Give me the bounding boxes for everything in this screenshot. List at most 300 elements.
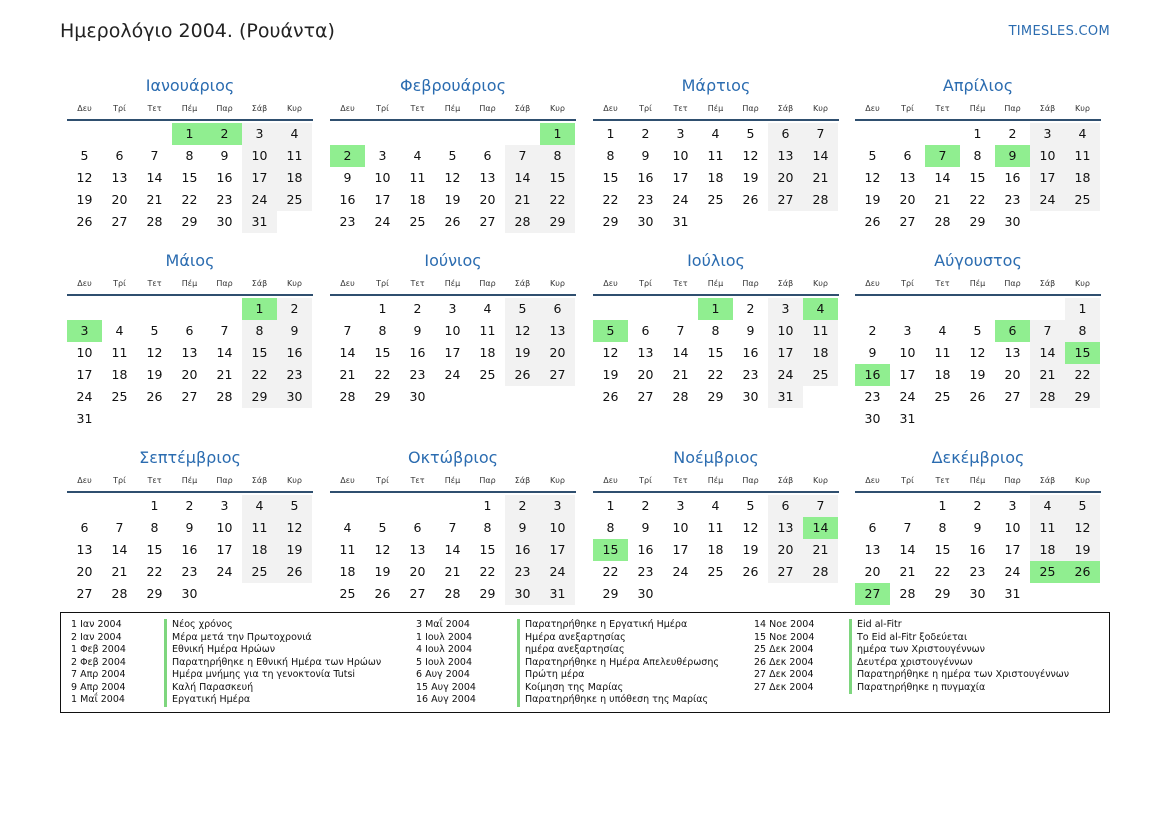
day-cell: 25: [409, 214, 426, 229]
day-cell: 23: [505, 561, 540, 583]
day-cell: 24: [76, 389, 93, 404]
day-cell: 23: [216, 192, 233, 207]
empty-cell: [593, 298, 628, 320]
page-title: Ημερολόγιο 2004. (Ρουάντα): [60, 20, 335, 42]
day-cell: 24: [540, 561, 575, 583]
day-cell: 16: [1004, 170, 1021, 185]
weekday-label: Τετ: [410, 104, 425, 113]
day-cell: 27: [111, 214, 128, 229]
day-cell: 13: [768, 517, 803, 539]
weekday-label: Σάβ: [777, 476, 794, 485]
weekday-label: Πέμ: [707, 104, 724, 113]
day-cell: 28: [899, 586, 916, 601]
day-cell: 2: [973, 498, 982, 513]
day-cell: 17: [1030, 167, 1065, 189]
month-name: Αύγουστος: [934, 251, 1022, 270]
weekday-label: Τρί: [376, 476, 389, 485]
day-cell: 7: [903, 520, 912, 535]
legend-date: 5 Ιουλ 2004: [416, 656, 472, 668]
day-cell: 23: [339, 214, 356, 229]
day-cell: 16: [637, 542, 654, 557]
day-cell: 23: [864, 389, 881, 404]
day-cell: 25: [339, 586, 356, 601]
day-cell: 13: [899, 170, 916, 185]
day-cell: 15: [934, 542, 951, 557]
day-cell: 19: [444, 192, 461, 207]
day-cell: 14: [339, 345, 356, 360]
weekday-header: [67, 274, 313, 296]
day-cell: 3: [676, 498, 685, 513]
day-cell: 2: [185, 498, 194, 513]
day-cell: 30: [409, 389, 426, 404]
legend-holiday-name: Κοίμηση της Μαρίας: [517, 682, 623, 695]
holiday-day-cell: 15: [593, 539, 628, 561]
day-cell: 3: [220, 498, 229, 513]
day-cell: 17: [768, 342, 803, 364]
empty-cell: [137, 298, 172, 320]
day-cell: 16: [181, 542, 198, 557]
day-cell: 20: [899, 192, 916, 207]
day-cell: 19: [76, 192, 93, 207]
empty-cell: [435, 495, 470, 517]
day-cell: 30: [742, 389, 759, 404]
legend-holiday-name: Παρατηρήθηκε η πυγμαχία: [849, 682, 985, 695]
legend-date: 7 Απρ 2004: [71, 669, 126, 680]
weekday-label: Παρ: [742, 279, 759, 288]
day-cell: 20: [479, 192, 496, 207]
day-grid: [330, 298, 576, 408]
day-cell: 17: [672, 170, 689, 185]
weekday-label: Τρί: [113, 104, 126, 113]
day-cell: 11: [277, 145, 312, 167]
weekday-label: Τρί: [376, 279, 389, 288]
weekday-label: Δευ: [865, 104, 880, 113]
day-cell: 23: [969, 564, 986, 579]
day-cell: 1: [606, 498, 615, 513]
day-cell: 4: [1065, 123, 1100, 145]
day-cell: 4: [277, 123, 312, 145]
day-cell: 29: [1065, 386, 1100, 408]
day-cell: 7: [676, 323, 685, 338]
empty-cell: [330, 495, 365, 517]
empty-cell: [400, 495, 435, 517]
day-cell: 29: [969, 214, 986, 229]
day-cell: 27: [76, 586, 93, 601]
holiday-day-cell: 2: [330, 145, 365, 167]
day-cell: 9: [343, 170, 352, 185]
day-cell: 10: [672, 520, 689, 535]
day-cell: 22: [602, 192, 619, 207]
day-cell: 14: [803, 145, 838, 167]
holiday-day-cell: 6: [995, 320, 1030, 342]
day-cell: 8: [185, 148, 194, 163]
day-cell: 24: [1030, 189, 1065, 211]
day-grid: [330, 495, 576, 605]
legend-holiday-name: Εθνική Ημέρα Ηρώων: [164, 644, 275, 657]
weekday-label: Σάβ: [1039, 476, 1056, 485]
day-cell: 12: [602, 345, 619, 360]
weekday-label: Τρί: [639, 279, 652, 288]
day-cell: 5: [746, 126, 755, 141]
day-cell: 30: [637, 586, 654, 601]
weekday-label: Σάβ: [1039, 104, 1056, 113]
day-cell: 26: [969, 389, 986, 404]
day-cell: 18: [934, 367, 951, 382]
day-cell: 25: [803, 364, 838, 386]
legend-row: [61, 619, 1101, 632]
day-cell: 24: [242, 189, 277, 211]
day-cell: 11: [803, 320, 838, 342]
day-cell: 19: [277, 539, 312, 561]
day-cell: 21: [803, 539, 838, 561]
day-cell: 4: [343, 520, 352, 535]
day-cell: 13: [637, 345, 654, 360]
day-cell: 6: [768, 495, 803, 517]
legend-holiday-name: Παρατηρήθηκε η Εργατική Ημέρα: [517, 619, 687, 632]
weekday-label: Πέμ: [181, 476, 198, 485]
weekday-label: Παρ: [479, 476, 496, 485]
day-cell: 28: [672, 389, 689, 404]
day-cell: 14: [672, 345, 689, 360]
day-cell: 6: [185, 323, 194, 338]
weekday-label: Τρί: [376, 104, 389, 113]
weekday-header: [330, 99, 576, 121]
day-cell: 23: [277, 364, 312, 386]
month-calendar: [330, 445, 576, 605]
weekday-header: [593, 274, 839, 296]
holiday-day-cell: 3: [67, 320, 102, 342]
day-cell: 29: [540, 211, 575, 233]
day-cell: 2: [413, 301, 422, 316]
day-cell: 17: [672, 542, 689, 557]
weekday-label: Πέμ: [444, 104, 461, 113]
month-name: Δεκέμβριος: [931, 448, 1025, 467]
day-cell: 22: [146, 564, 163, 579]
day-cell: 15: [242, 342, 277, 364]
day-cell: 31: [899, 411, 916, 426]
day-cell: 21: [505, 189, 540, 211]
day-cell: 8: [242, 320, 277, 342]
legend-holiday-name: Ημέρα μνήμης για τη γενοκτονία Tutsi: [164, 669, 355, 682]
day-cell: 5: [868, 148, 877, 163]
legend-date: 1 Μαΐ 2004: [71, 694, 125, 705]
day-cell: 20: [1004, 367, 1021, 382]
day-cell: 14: [934, 170, 951, 185]
day-cell: 21: [111, 564, 128, 579]
day-cell: 5: [973, 323, 982, 338]
day-cell: 17: [374, 192, 391, 207]
legend-holiday-name: Ημέρα ανεξαρτησίας: [517, 632, 626, 645]
empty-cell: [890, 298, 925, 320]
empty-cell: [67, 123, 102, 145]
day-cell: 11: [1030, 517, 1065, 539]
day-cell: 31: [242, 211, 277, 233]
empty-cell: [137, 123, 172, 145]
day-cell: 23: [181, 564, 198, 579]
day-cell: 22: [969, 192, 986, 207]
weekday-label: Δευ: [77, 476, 92, 485]
weekday-label: Τρί: [113, 476, 126, 485]
day-cell: 22: [602, 564, 619, 579]
day-cell: 18: [803, 342, 838, 364]
day-cell: 9: [505, 517, 540, 539]
day-cell: 20: [181, 367, 198, 382]
day-cell: 12: [742, 520, 759, 535]
day-cell: 4: [413, 148, 422, 163]
day-cell: 31: [768, 386, 803, 408]
month-name: Μάιος: [165, 251, 215, 270]
day-cell: 19: [742, 542, 759, 557]
empty-cell: [855, 495, 890, 517]
holiday-legend: [60, 612, 1110, 713]
day-cell: 21: [934, 192, 951, 207]
day-cell: 16: [216, 170, 233, 185]
day-cell: 16: [339, 192, 356, 207]
day-cell: 29: [934, 586, 951, 601]
empty-cell: [207, 298, 242, 320]
day-cell: 3: [676, 126, 685, 141]
weekday-label: Σάβ: [514, 279, 531, 288]
day-cell: 15: [181, 170, 198, 185]
legend-date: 16 Αυγ 2004: [416, 694, 476, 705]
day-cell: 29: [374, 389, 391, 404]
empty-cell: [330, 123, 365, 145]
weekday-label: Παρ: [216, 104, 233, 113]
legend-date: 2 Φεβ 2004: [71, 656, 126, 668]
day-cell: 6: [868, 520, 877, 535]
day-cell: 24: [374, 214, 391, 229]
day-cell: 7: [448, 520, 457, 535]
month-calendar: [67, 248, 313, 430]
empty-cell: [365, 123, 400, 145]
weekday-label: Παρ: [742, 476, 759, 485]
day-cell: 24: [672, 564, 689, 579]
site-link[interactable]: TIMESLES.COM: [1008, 24, 1110, 39]
day-cell: 6: [413, 520, 422, 535]
holiday-day-cell: 7: [925, 145, 960, 167]
day-cell: 16: [505, 539, 540, 561]
legend-date: 14 Νοε 2004: [754, 619, 815, 630]
weekday-label: Κυρ: [550, 279, 565, 288]
day-cell: 4: [242, 495, 277, 517]
month-name: Μάρτιος: [681, 76, 751, 95]
day-cell: 30: [181, 586, 198, 601]
weekday-label: Πέμ: [707, 476, 724, 485]
weekday-label: Παρ: [479, 279, 496, 288]
weekday-label: Τρί: [901, 476, 914, 485]
day-cell: 19: [146, 367, 163, 382]
day-cell: 13: [111, 170, 128, 185]
day-cell: 10: [672, 148, 689, 163]
day-cell: 10: [444, 323, 461, 338]
weekday-label: Παρ: [216, 476, 233, 485]
legend-date: 1 Ιουλ 2004: [416, 631, 472, 643]
day-cell: 11: [707, 520, 724, 535]
holiday-day-cell: 5: [593, 320, 628, 342]
day-cell: 11: [111, 345, 128, 360]
day-cell: 25: [1065, 189, 1100, 211]
day-grid: [67, 495, 313, 605]
day-cell: 20: [76, 564, 93, 579]
weekday-label: Τετ: [147, 104, 162, 113]
weekday-label: Παρ: [1004, 476, 1021, 485]
day-cell: 7: [115, 520, 124, 535]
day-cell: 13: [479, 170, 496, 185]
day-cell: 24: [444, 367, 461, 382]
month-calendar: [855, 73, 1101, 233]
day-cell: 6: [768, 123, 803, 145]
day-cell: 5: [277, 495, 312, 517]
holiday-day-cell: 1: [698, 298, 733, 320]
day-cell: 22: [242, 364, 277, 386]
month-calendar: [855, 248, 1101, 430]
day-cell: 3: [1030, 123, 1065, 145]
day-cell: 16: [409, 345, 426, 360]
weekday-label: Σάβ: [514, 476, 531, 485]
empty-cell: [890, 123, 925, 145]
day-cell: 21: [339, 367, 356, 382]
weekday-label: Πέμ: [969, 476, 986, 485]
day-cell: 8: [1065, 320, 1100, 342]
day-cell: 31: [540, 583, 575, 605]
day-cell: 30: [637, 214, 654, 229]
day-cell: 21: [899, 564, 916, 579]
day-cell: 7: [803, 123, 838, 145]
weekday-label: Κυρ: [1075, 476, 1090, 485]
day-cell: 27: [540, 364, 575, 386]
weekday-label: Τετ: [935, 476, 950, 485]
day-cell: 29: [146, 586, 163, 601]
day-cell: 15: [969, 170, 986, 185]
weekday-label: Δευ: [340, 104, 355, 113]
day-cell: 15: [540, 167, 575, 189]
day-cell: 24: [899, 389, 916, 404]
day-cell: 2: [746, 301, 755, 316]
day-cell: 4: [711, 498, 720, 513]
day-cell: 21: [803, 167, 838, 189]
day-cell: 17: [540, 539, 575, 561]
day-cell: 22: [181, 192, 198, 207]
day-cell: 14: [1030, 342, 1065, 364]
day-cell: 8: [938, 520, 947, 535]
day-cell: 12: [969, 345, 986, 360]
day-cell: 15: [374, 345, 391, 360]
legend-holiday-name: Νέος χρόνος: [164, 619, 233, 632]
day-cell: 6: [540, 298, 575, 320]
day-cell: 5: [448, 148, 457, 163]
day-cell: 26: [76, 214, 93, 229]
day-cell: 8: [606, 148, 615, 163]
day-cell: 22: [374, 367, 391, 382]
holiday-day-cell: 2: [207, 123, 242, 145]
day-cell: 28: [505, 211, 540, 233]
day-cell: 18: [409, 192, 426, 207]
day-cell: 10: [76, 345, 93, 360]
day-cell: 18: [339, 564, 356, 579]
empty-cell: [855, 298, 890, 320]
day-cell: 19: [1065, 539, 1100, 561]
day-cell: 10: [374, 170, 391, 185]
day-cell: 29: [479, 586, 496, 601]
weekday-label: Σάβ: [251, 279, 268, 288]
empty-cell: [172, 298, 207, 320]
legend-date: 4 Ιουλ 2004: [416, 644, 472, 655]
day-cell: 24: [768, 364, 803, 386]
day-grid: [67, 298, 313, 430]
empty-cell: [960, 298, 995, 320]
day-cell: 23: [742, 367, 759, 382]
day-cell: 1: [1065, 298, 1100, 320]
day-cell: 27: [768, 189, 803, 211]
holiday-day-cell: 14: [803, 517, 838, 539]
day-cell: 19: [864, 192, 881, 207]
weekday-header: [855, 471, 1101, 493]
day-cell: 10: [899, 345, 916, 360]
day-cell: 15: [479, 542, 496, 557]
day-cell: 20: [409, 564, 426, 579]
day-cell: 1: [938, 498, 947, 513]
day-cell: 26: [444, 214, 461, 229]
day-cell: 23: [637, 564, 654, 579]
day-cell: 20: [111, 192, 128, 207]
day-cell: 3: [903, 323, 912, 338]
day-cell: 18: [707, 542, 724, 557]
day-cell: 6: [483, 148, 492, 163]
day-cell: 19: [602, 367, 619, 382]
day-cell: 7: [1030, 320, 1065, 342]
weekday-label: Σάβ: [251, 104, 268, 113]
empty-cell: [925, 123, 960, 145]
weekday-label: Κυρ: [813, 279, 828, 288]
weekday-header: [593, 471, 839, 493]
day-grid: [855, 298, 1101, 430]
day-cell: 21: [216, 367, 233, 382]
empty-cell: [435, 123, 470, 145]
day-cell: 22: [479, 564, 496, 579]
empty-cell: [67, 495, 102, 517]
legend-holiday-name: Μέρα μετά την Πρωτοχρονιά: [164, 632, 312, 645]
weekday-label: Τρί: [113, 279, 126, 288]
day-grid: [855, 123, 1101, 233]
weekday-label: Τρί: [901, 104, 914, 113]
weekday-label: Τετ: [147, 279, 162, 288]
day-cell: 14: [444, 542, 461, 557]
day-cell: 9: [641, 148, 650, 163]
day-cell: 30: [216, 214, 233, 229]
empty-cell: [505, 123, 540, 145]
day-cell: 12: [277, 517, 312, 539]
day-cell: 2: [505, 495, 540, 517]
day-cell: 9: [185, 520, 194, 535]
day-cell: 25: [707, 564, 724, 579]
weekday-label: Σάβ: [1039, 279, 1056, 288]
day-cell: 8: [378, 323, 387, 338]
day-cell: 18: [1030, 539, 1065, 561]
day-cell: 4: [711, 126, 720, 141]
weekday-label: Κυρ: [550, 104, 565, 113]
day-cell: 5: [378, 520, 387, 535]
day-cell: 2: [277, 298, 312, 320]
day-cell: 30: [864, 411, 881, 426]
day-cell: 16: [742, 345, 759, 360]
weekday-label: Τετ: [673, 279, 688, 288]
day-cell: 4: [483, 301, 492, 316]
day-cell: 1: [483, 498, 492, 513]
day-cell: 9: [413, 323, 422, 338]
legend-row: [61, 682, 1101, 695]
day-cell: 16: [637, 170, 654, 185]
day-cell: 5: [80, 148, 89, 163]
